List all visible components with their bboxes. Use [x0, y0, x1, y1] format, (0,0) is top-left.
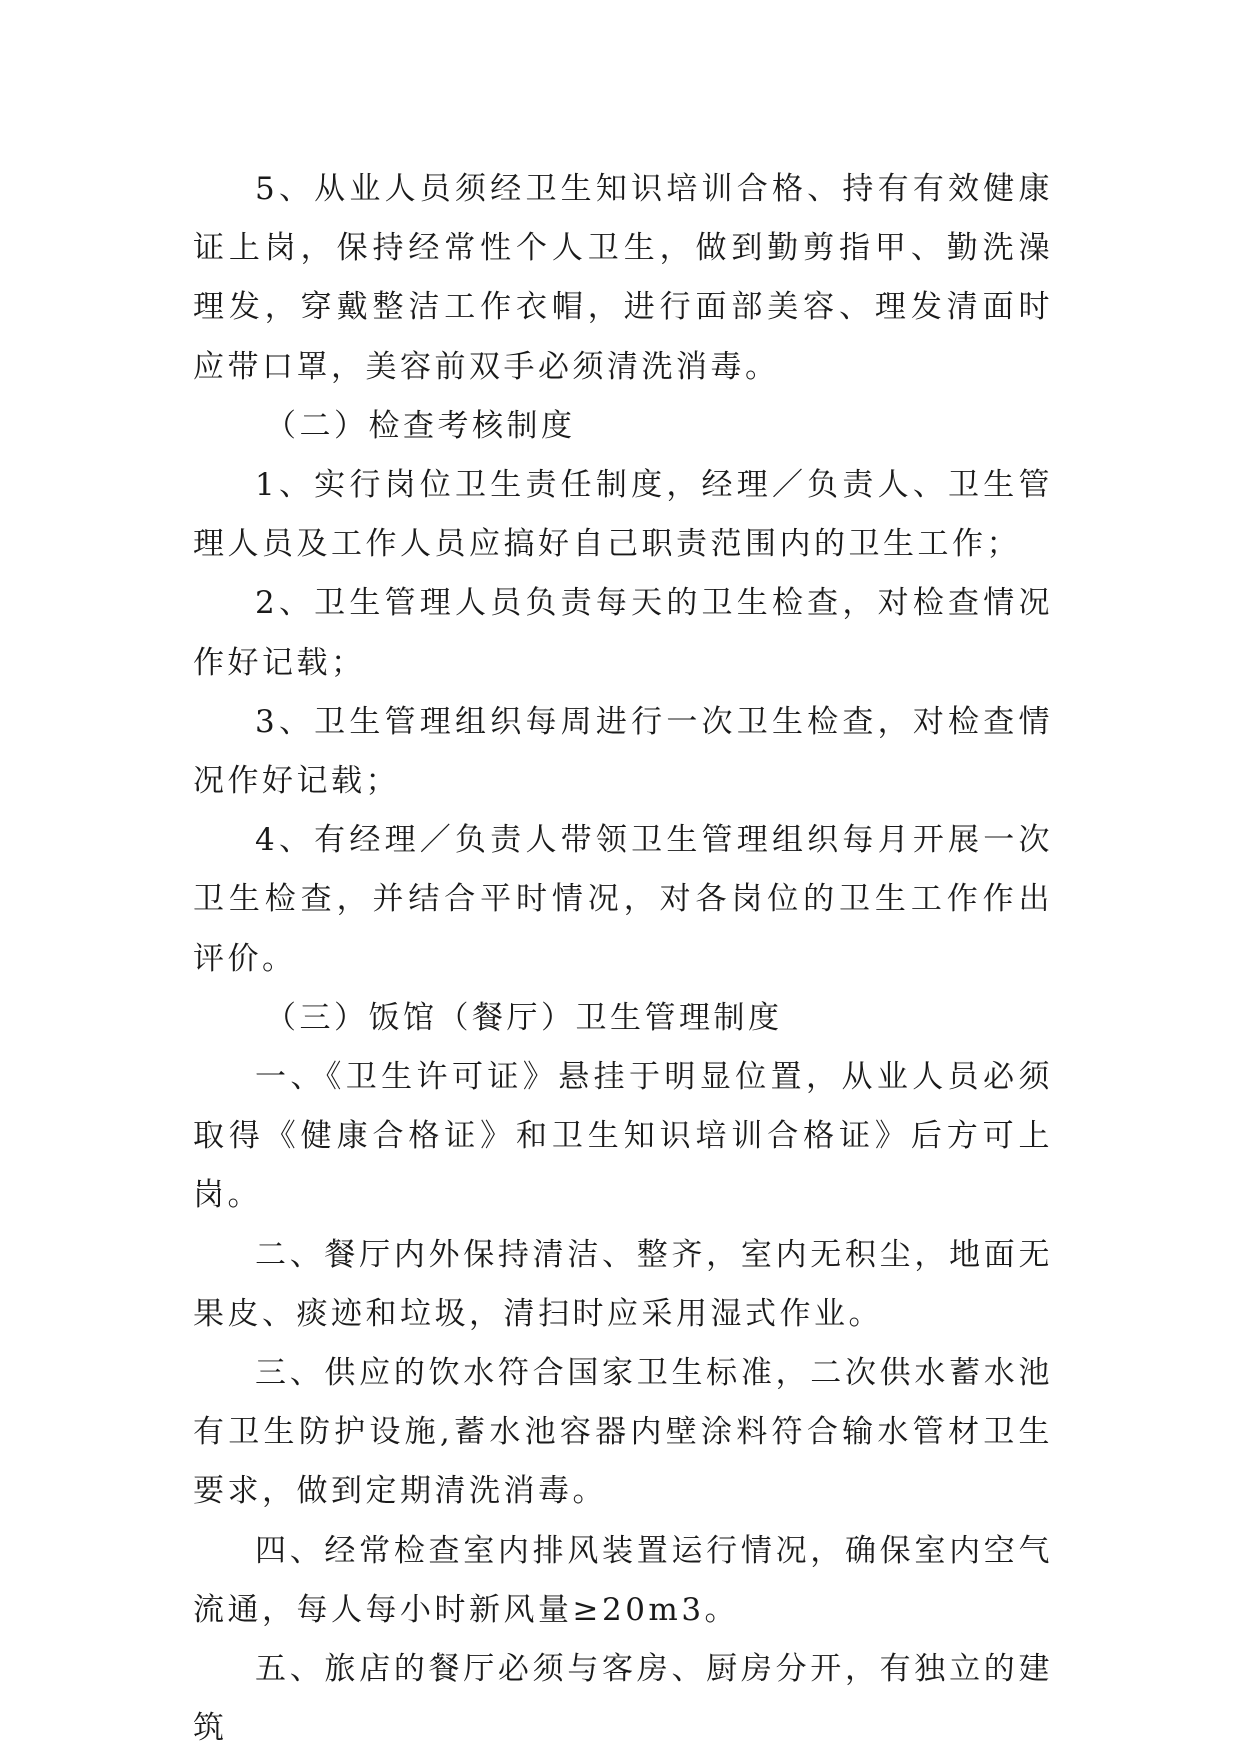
- paragraph-restaurant-1: 一、《卫生许可证》悬挂于明显位置，从业人员必须取得《健康合格证》和卫生知识培训合格证》后方可上岗。: [193, 1059, 1053, 1214]
- paragraph-restaurant-5: 五、旅店的餐厅必须与客房、厨房分开，有独立的建筑: [193, 1651, 1053, 1747]
- paragraph-inspection-1: 1、实行岗位卫生责任制度，经理／负责人、卫生管理人员及工作人员应搞好自己职责范围内的卫生工作；: [193, 467, 1053, 563]
- paragraph-inspection-3: 3、卫生管理组织每周进行一次卫生检查，对检查情况作好记载；: [193, 703, 1053, 800]
- section-heading-inspection: （二）检查考核制度: [265, 407, 576, 444]
- paragraph-restaurant-2: 二、餐厅内外保持清洁、整齐，室内无积尘，地面无果皮、痰迹和垃圾，清扫时应采用湿式作业。: [193, 1236, 1053, 1332]
- paragraph-inspection-2: 2、卫生管理人员负责每天的卫生检查，对检查情况作好记载；: [193, 585, 1053, 681]
- paragraph-inspection-4: 4、有经理／负责人带领卫生管理组织每月开展一次卫生检查，并结合平时情况，对各岗位的卫生工作作出评价。: [193, 822, 1053, 977]
- paragraph-restaurant-3: 三、供应的饮水符合国家卫生标准，二次供水蓄水池有卫生防护设施,蓄水池容器内壁涂料符合输水管材卫生要求，做到定期清洗消毒。: [193, 1355, 1053, 1510]
- document-body: [193, 160, 1053, 1758]
- section-heading-restaurant: （三）饭馆（餐厅）卫生管理制度: [265, 999, 783, 1036]
- paragraph-restaurant-4: 四、经常检查室内排风装置运行情况，确保室内空气流通，每人每小时新风量≥20m3。: [193, 1532, 1053, 1628]
- paragraph-hygiene-staff: 5、从业人员须经卫生知识培训合格、持有有效健康证上岗，保持经常性个人卫生，做到勤剪指甲、勤洗澡理发，穿戴整洁工作衣帽，进行面部美容、理发清面时应带口罩，美容前双手必须清洗消毒。: [193, 171, 1053, 385]
